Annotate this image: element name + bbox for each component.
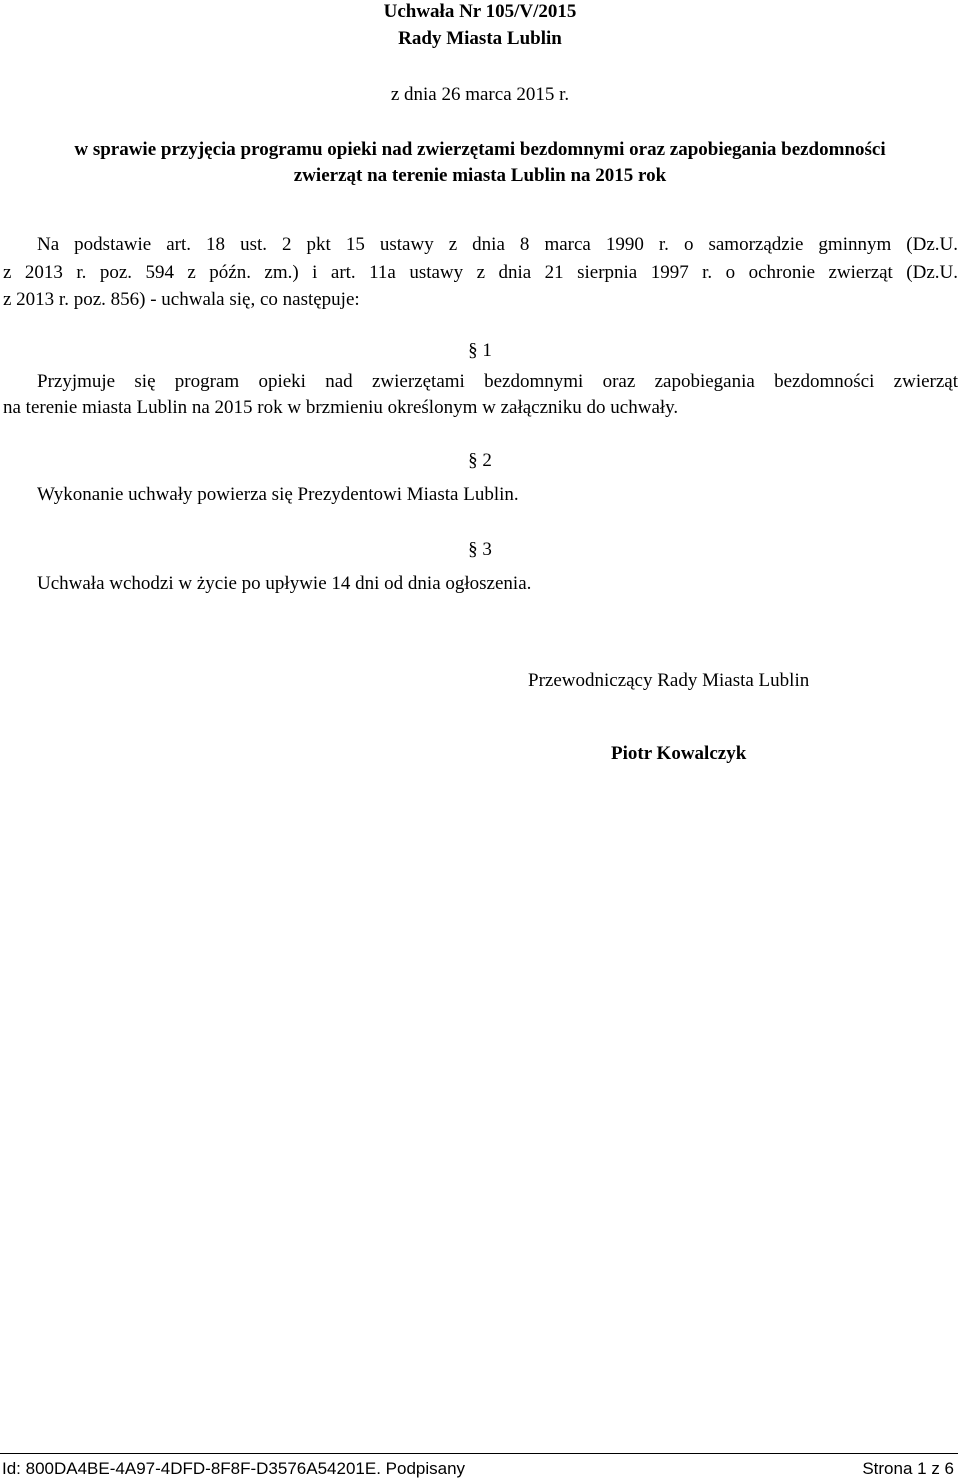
section-2-label: § 2 xyxy=(468,450,492,471)
document-subject-line-2: zwierząt na terenie miasta Lublin na 2015 rok xyxy=(293,165,667,186)
section-1-text-line-2: na terenie miasta Lublin na 2015 rok w brzmieniu określonym w załączniku do uchwały. xyxy=(3,397,679,418)
signatory-name: Piotr Kowalczyk xyxy=(611,743,747,764)
page-number: Strona 1 z 6 xyxy=(862,1459,954,1478)
document-issuer: Rady Miasta Lublin xyxy=(398,28,562,49)
document-id: Id: 800DA4BE-4A97-4DFD-8F8F-D3576A54201E. Podpisany xyxy=(2,1459,466,1478)
preamble-line-1: Na podstawie art. 18 ust. 2 pkt 15 ustawy z dnia 8 marca 1990 r. o samorządzie gminnym (Dz.U. xyxy=(37,234,958,255)
section-3-text: Uchwała wchodzi w życie po upływie 14 dni od dnia ogłoszenia. xyxy=(37,573,532,594)
section-3-label: § 3 xyxy=(468,539,492,560)
page-footer xyxy=(0,1453,958,1481)
signatory-role: Przewodniczący Rady Miasta Lublin xyxy=(528,670,810,691)
document-date: z dnia 26 marca 2015 r. xyxy=(390,84,570,105)
preamble-line-2: z 2013 r. poz. 594 z późn. zm.) i art. 11a ustawy z dnia 21 sierpnia 1997 r. o ochronie zwierząt (Dz.U. xyxy=(3,262,958,283)
document-subject-line-1: w sprawie przyjęcia programu opieki nad zwierzętami bezdomnymi oraz zapobiegania bezdomności xyxy=(74,139,886,160)
section-1-label: § 1 xyxy=(468,340,492,361)
preamble-line-3: z 2013 r. poz. 856) - uchwala się, co następuje: xyxy=(3,289,360,310)
section-2-text: Wykonanie uchwały powierza się Prezydentowi Miasta Lublin. xyxy=(37,484,519,505)
section-1-text-line-1: Przyjmuje się program opieki nad zwierzętami bezdomnymi oraz zapobiegania bezdomności zwierząt xyxy=(37,371,958,392)
document-title: Uchwała Nr 105/V/2015 xyxy=(383,1,577,22)
